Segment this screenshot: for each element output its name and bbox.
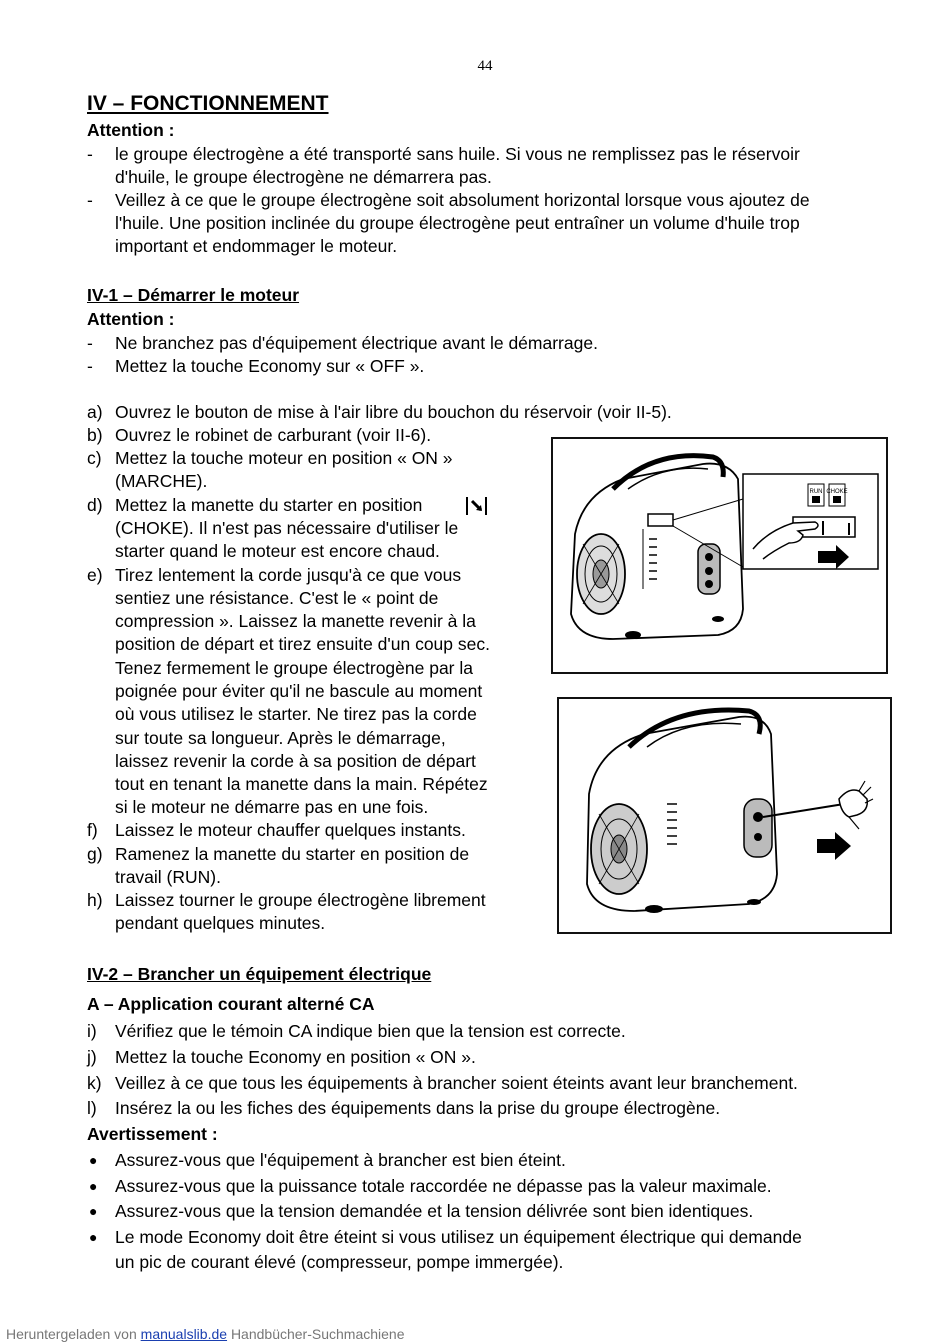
step-text: (MARCHE). bbox=[115, 471, 208, 491]
step-mark: j) bbox=[87, 1047, 97, 1067]
step-mark: c) bbox=[87, 448, 102, 468]
step-text: Vérifiez que le témoin CA indique bien que la tension est correcte. bbox=[115, 1021, 626, 1041]
warning-text: Assurez-vous que la tension demandée et la tension délivrée sont bien identiques. bbox=[115, 1201, 754, 1221]
note-text: Mettez la touche Economy sur « OFF ». bbox=[115, 356, 425, 376]
step-text: Mettez la touche Economy en position « ON ». bbox=[115, 1047, 476, 1067]
footer-prefix: Heruntergeladen von bbox=[6, 1326, 137, 1342]
bullet-icon: ● bbox=[89, 1203, 98, 1219]
step-text: Veillez à ce que tous les équipements à brancher soient éteints avant leur branchement. bbox=[115, 1073, 798, 1093]
warning-text: Assurez-vous que l'équipement à brancher est bien éteint. bbox=[115, 1150, 566, 1170]
step-text: laissez revenir la corde à sa position de départ bbox=[115, 751, 476, 771]
generator-choke-figure bbox=[551, 437, 888, 674]
step-mark: d) bbox=[87, 495, 103, 515]
warning-text: un pic de courant élevé (compresseur, pompe immergée). bbox=[115, 1252, 564, 1272]
bullet-icon: ● bbox=[89, 1229, 98, 1245]
step-mark: i) bbox=[87, 1021, 97, 1041]
step-mark: f) bbox=[87, 820, 98, 840]
choke-symbol-icon bbox=[464, 495, 490, 517]
step-mark: k) bbox=[87, 1073, 102, 1093]
step-text: pendant quelques minutes. bbox=[115, 913, 326, 933]
step-text: si le moteur ne démarre pas en une fois. bbox=[115, 797, 429, 817]
step-text: Mettez la manette du starter en position bbox=[115, 495, 423, 515]
step-mark: b) bbox=[87, 425, 103, 445]
download-footer bbox=[6, 1326, 405, 1342]
intro-item-mark: - bbox=[87, 190, 93, 210]
step-text: Insérez la ou les fiches des équipements dans la prise du groupe électrogène. bbox=[115, 1098, 721, 1118]
step-text: Ouvrez le bouton de mise à l'air libre du bouchon du réservoir (voir II-5). bbox=[115, 402, 672, 422]
footer-suffix: Handbücher-Suchmachiene bbox=[230, 1326, 405, 1342]
choke-label: CHOKE bbox=[826, 489, 848, 495]
section2-subheading: A – Application courant alterné CA bbox=[87, 994, 375, 1014]
step-text: (CHOKE). Il n'est pas nécessaire d'utiliser le bbox=[115, 518, 459, 538]
step-text: Tirez lentement la corde jusqu'à ce que vous bbox=[115, 565, 462, 585]
step-text: Mettez la touche moteur en position « ON » bbox=[115, 448, 453, 468]
note-text: Ne branchez pas d'équipement électrique avant le démarrage. bbox=[115, 333, 598, 353]
step-text: Ouvrez le robinet de carburant (voir II-6). bbox=[115, 425, 432, 445]
intro-item-mark: - bbox=[87, 144, 93, 164]
generator-pull-start-figure bbox=[557, 697, 892, 934]
step-text: sur toute sa longueur. Après le démarrage, bbox=[115, 728, 446, 748]
step-text: sentiez une résistance. C'est le « point de bbox=[115, 588, 439, 608]
step-text: Laissez le moteur chauffer quelques instants. bbox=[115, 820, 466, 840]
bullet-icon: ● bbox=[89, 1152, 98, 1168]
section-title: IV – FONCTIONNEMENT bbox=[87, 92, 329, 115]
section2-heading: IV-2 – Brancher un équipement électrique bbox=[87, 964, 432, 984]
intro-item-text: d'huile, le groupe électrogène ne démarrera pas. bbox=[115, 167, 492, 187]
step-mark: h) bbox=[87, 890, 103, 910]
attention-label: Attention : bbox=[87, 120, 175, 140]
intro-item-text: Veillez à ce que le groupe électrogène soit absolument horizontal lorsque vous ajoutez de bbox=[115, 190, 810, 210]
step-text: compression ». Laissez la manette revenir à la bbox=[115, 611, 476, 631]
section1-heading: IV-1 – Démarrer le moteur bbox=[87, 285, 300, 305]
section1-attention-label: Attention : bbox=[87, 309, 175, 329]
step-mark: e) bbox=[87, 565, 103, 585]
note-mark: - bbox=[87, 333, 93, 353]
step-text: travail (RUN). bbox=[115, 867, 221, 887]
run-label: RUN bbox=[809, 489, 823, 495]
intro-item-text: l'huile. Une position inclinée du groupe électrogène peut entraîner un volume d'huile trop bbox=[115, 213, 800, 233]
step-mark: l) bbox=[87, 1098, 97, 1118]
step-text: Ramenez la manette du starter en position de bbox=[115, 844, 470, 864]
intro-item-text: important et endommager le moteur. bbox=[115, 236, 398, 256]
page-number: 44 bbox=[477, 58, 493, 74]
warning-text: Assurez-vous que la puissance totale raccordée ne dépasse pas la valeur maximale. bbox=[115, 1176, 772, 1196]
step-text: poignée pour éviter qu'il ne bascule au moment bbox=[115, 681, 483, 701]
warning-label: Avertissement : bbox=[87, 1124, 218, 1144]
step-text: Laissez tourner le groupe électrogène librement bbox=[115, 890, 486, 910]
step-mark: g) bbox=[87, 844, 103, 864]
bullet-icon: ● bbox=[89, 1178, 98, 1194]
step-text: où vous utilisez le starter. Ne tirez pas la corde bbox=[115, 704, 477, 724]
footer-link[interactable]: manualslib.de bbox=[140, 1326, 228, 1342]
intro-item-text: le groupe électrogène a été transporté sans huile. Si vous ne remplissez pas le réservoir bbox=[115, 144, 800, 164]
step-mark: a) bbox=[87, 402, 103, 422]
step-text: Tenez fermement le groupe électrogène par la bbox=[115, 658, 473, 678]
step-text: position de départ et tirez ensuite d'un coup sec. bbox=[115, 634, 490, 654]
step-text: starter quand le moteur est encore chaud. bbox=[115, 541, 440, 561]
note-mark: - bbox=[87, 356, 93, 376]
step-text: tout en tenant la manette dans la main. Répétez bbox=[115, 774, 488, 794]
warning-text: Le mode Economy doit être éteint si vous utilisez un équipement électrique qui demande bbox=[115, 1227, 802, 1247]
